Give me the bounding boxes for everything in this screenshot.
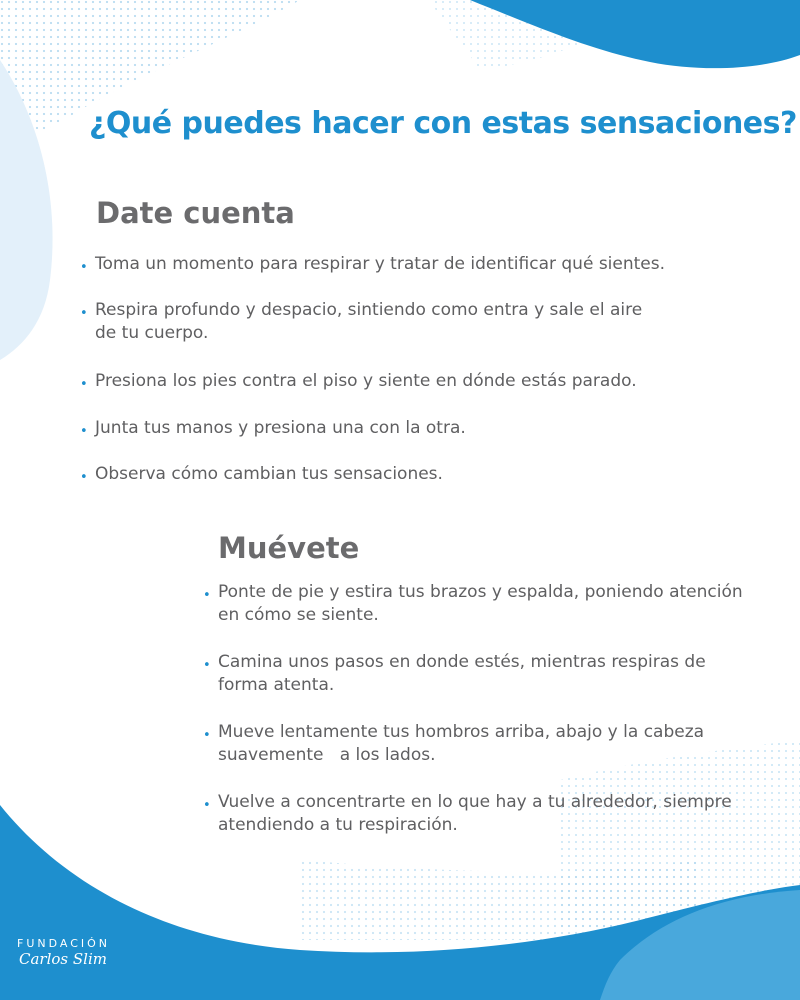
bullet-dot-icon: •	[203, 728, 211, 743]
list-item: • Observa cómo cambian tus sensaciones.	[80, 463, 443, 486]
list-item: • Mueve lentamente tus hombros arriba, abajo y la cabeza suavemente a los lados.	[203, 722, 705, 765]
fundacion-carlos-slim-logo	[17, 937, 110, 968]
bullet-dot-icon: •	[80, 260, 88, 275]
bullet-dot-icon: •	[203, 658, 211, 673]
logo-line-1: FUNDACIÓN	[17, 937, 111, 950]
list-item: • Presiona los pies contra el piso y siente en dónde estás parado.	[80, 370, 637, 393]
bullet-dot-icon: •	[80, 424, 88, 439]
list-item: • Ponte de pie y estira tus brazos y espalda, poniendo atención en cómo se siente.	[203, 582, 743, 625]
bullet-dot-icon: •	[80, 377, 88, 392]
page-title: ¿Qué puedes hacer con estas sensaciones?	[89, 106, 797, 141]
bullet-dot-icon: •	[80, 306, 88, 321]
section-heading-muevete: Muévete	[218, 531, 360, 565]
list-item: • Vuelve a concentrarte en lo que hay a tu alrededor, siempre atendiendo a tu respiración.	[203, 792, 732, 835]
list-item: • Camina unos pasos en donde estés, mientras respiras de forma atenta.	[203, 652, 706, 695]
section-heading-date-cuenta: Date cuenta	[96, 196, 295, 230]
bullet-dot-icon: •	[80, 470, 88, 485]
logo-line-2: Carlos Slim	[19, 950, 107, 968]
list-item: • Toma un momento para respirar y tratar de identificar qué sientes.	[80, 253, 665, 276]
bullet-dot-icon: •	[203, 798, 211, 813]
bullet-dot-icon: •	[203, 588, 211, 603]
list-item: • Respira profundo y despacio, sintiendo como entra y sale el aire de tu cuerpo.	[80, 300, 643, 343]
list-item: • Junta tus manos y presiona una con la otra.	[80, 417, 466, 440]
